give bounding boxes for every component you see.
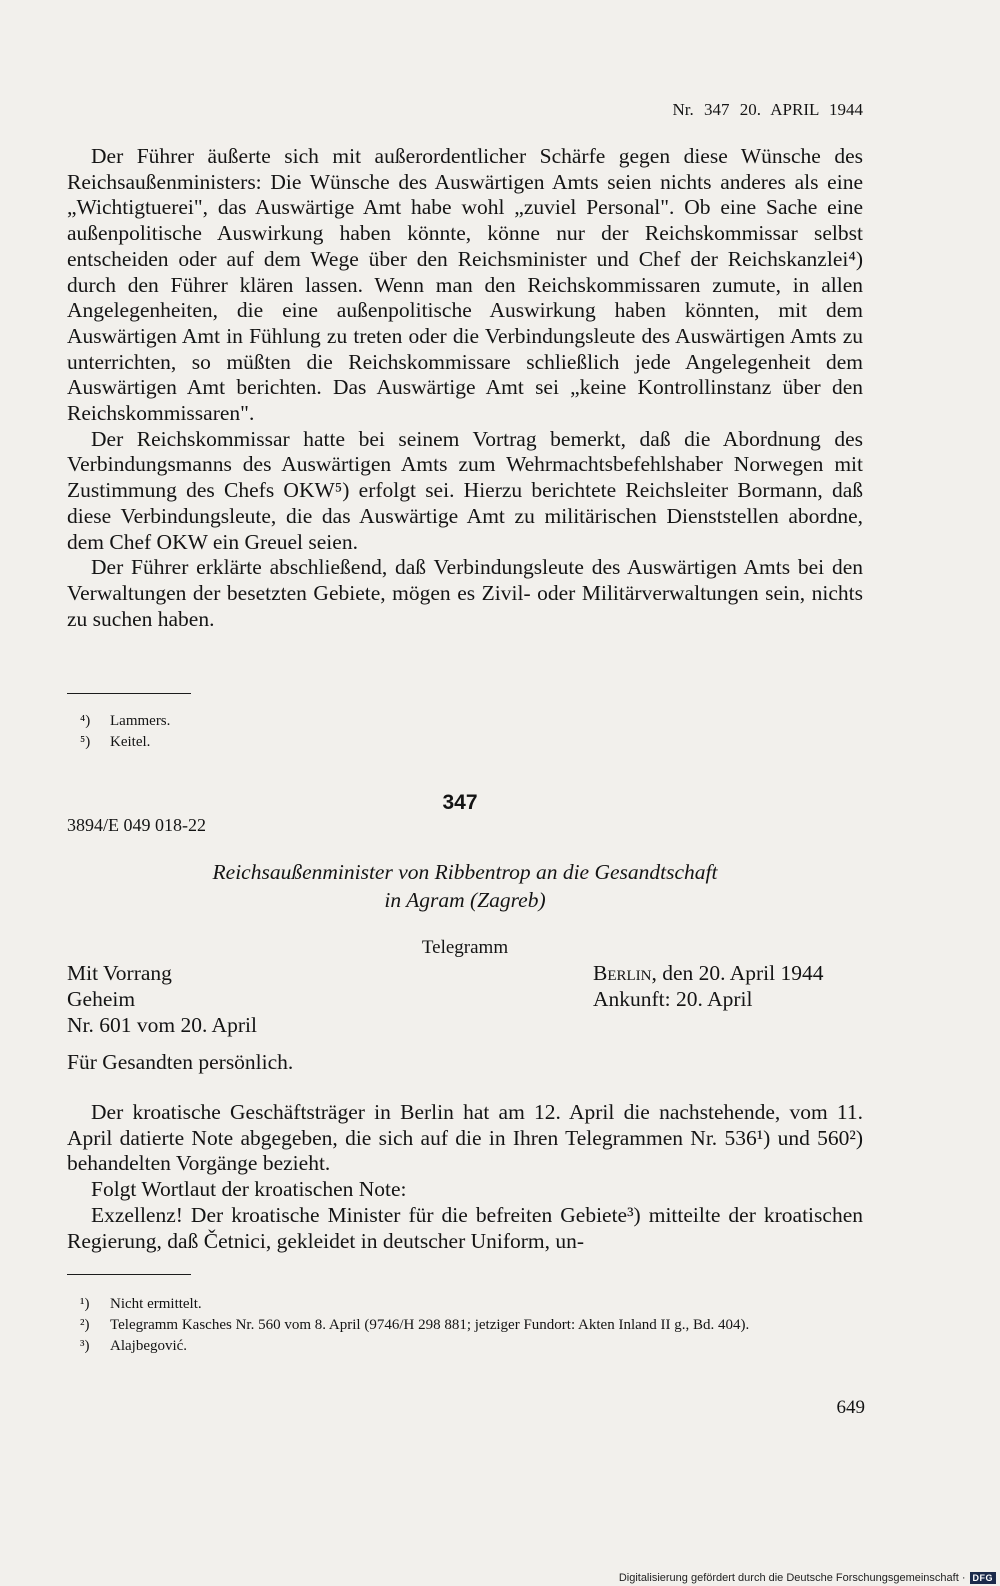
credit-text: Digitalisierung gefördert durch die Deutsche Forschungsgemeinschaft · <box>618 1572 966 1584</box>
sent-line <box>593 960 824 986</box>
title-line: Reichsaußenminister von Ribbentrop an die Gesandtschaft <box>212 860 718 884</box>
footnote-text: Keitel. <box>110 734 151 750</box>
salutation: Für Gesandten persönlich. <box>67 1050 294 1074</box>
footnote-text: Alajbegović. <box>110 1338 188 1354</box>
footnote-mark: ⁴) <box>80 713 91 729</box>
footnote-mark: ²) <box>80 1317 90 1333</box>
document-number: 347 <box>442 791 478 814</box>
priority: Mit Vorrang <box>67 961 172 985</box>
paragraph: Der Führer erklärte abschließend, daß Verbindungsleute des Auswärtigen Amts bei den Verwaltungen der besetzten Gebiete, mögen es Zivil- oder Militärverwaltungen sein, nichts zu suchen haben. <box>67 555 863 631</box>
header-doc-number: Nr. 347 <box>672 100 730 119</box>
paragraph: Exzellenz! Der kroatische Minister für die befreiten Gebiete³) mitteilte der kroatischen Regierung, daß Četnici, gekleidet in deutscher Uniform, un- <box>67 1202 863 1253</box>
archive-reference: 3894/E 049 018-22 <box>67 815 206 835</box>
footnote <box>80 1336 868 1357</box>
footnote <box>80 711 868 732</box>
footnote-mark: ⁵) <box>80 734 91 750</box>
footnotes-section-1 <box>80 711 868 753</box>
digitization-credit <box>619 1572 996 1584</box>
body-text-section-1 <box>67 144 863 632</box>
footnote-divider <box>67 1274 191 1275</box>
paragraph: Der Reichskommissar hatte bei seinem Vortrag bemerkt, daß die Abordnung des Verbindungsmanns des Auswärtigen Amts zum Wehrmachtsbefehlshaber Norwegen mit Zustimmung des Chefs OKW⁵) erfolgt sei. Hierzu berichtete Reichsleiter Bormann, daß diese Verbindungsleute, die das Auswärtige Amt zu militärischen Dienststellen abordne, dem Chef OKW ein Greuel seien. <box>67 426 863 554</box>
footnote-mark: ¹) <box>80 1296 90 1312</box>
header-date: 20. APRIL 1944 <box>739 100 863 119</box>
paragraph: Der Führer äußerte sich mit außerordentlicher Schärfe gegen diese Wünsche des Reichsaußenministers: Die Wünsche des Auswärtigen Amts seien nichts anderes als eine „Wichtigtuerei", das Auswärtige Amt habe wohl „zuviel Personal". Ob eine Sache eine außenpolitische Auswirkung haben könnte, könne nur der Reichskommissar selbst entscheiden oder auf dem Wege über den Reichsminister und Chef der Reichskanzlei⁴) durch den Führer klären lassen. Wenn man den Reichskommissaren zumute, in allen Angelegenheiten, die eine außenpolitische Auswirkung haben könnten, mit dem Auswärtigen Amt in Fühlung zu treten oder die Verbindungsleute des Auswärtigen Amts zu unterrichten, so müßten die Reichskommissare schließlich jede Angelegenheit dem Auswärtigen Amt berichten. Das Auswärtige Amt sei „keine Kontrollinstanz über den Reichskommissaren". <box>67 144 863 426</box>
page-number: 649 <box>836 1397 865 1418</box>
paragraph: Der kroatische Geschäftsträger in Berlin hat am 12. April die nachstehende, vom 11. April datierte Note abgegeben, die sich auf die in Ihren Telegrammen Nr. 536¹) und 560²) behandelten Vorgänge bezieht. <box>67 1100 863 1176</box>
sent-date: , den 20. April 1944 <box>651 961 824 985</box>
footnotes-section-2 <box>80 1294 868 1357</box>
classification: Geheim <box>67 987 136 1011</box>
footnote <box>80 1315 868 1336</box>
arrival: Ankunft: 20. April <box>593 987 753 1011</box>
dfg-logo-icon: DFG <box>970 1572 997 1584</box>
title-line: in Agram (Zagreb) <box>384 888 546 912</box>
place: Berlin <box>593 961 652 985</box>
paragraph: Folgt Wortlaut der kroatischen Note: <box>91 1177 407 1202</box>
footnote-mark: ³) <box>80 1338 90 1354</box>
document-title <box>67 858 863 914</box>
footnote-text: Lammers. <box>110 713 171 729</box>
footnote-divider <box>67 693 191 694</box>
body-text-section-2 <box>67 1100 863 1254</box>
telegram-meta-right <box>593 960 824 1012</box>
footnote <box>80 732 868 753</box>
footnote <box>80 1294 868 1315</box>
telegram-number: Nr. 601 vom 20. April <box>67 1013 257 1037</box>
running-header <box>672 100 863 120</box>
telegram-meta-left <box>67 960 257 1038</box>
footnote-text: Telegramm Kasches Nr. 560 vom 8. April (9746/H 298 881; jetziger Fundort: Akten Inland II g., Bd. 404). <box>110 1317 750 1333</box>
document-type: Telegramm <box>421 937 509 958</box>
footnote-text: Nicht ermittelt. <box>110 1296 202 1312</box>
